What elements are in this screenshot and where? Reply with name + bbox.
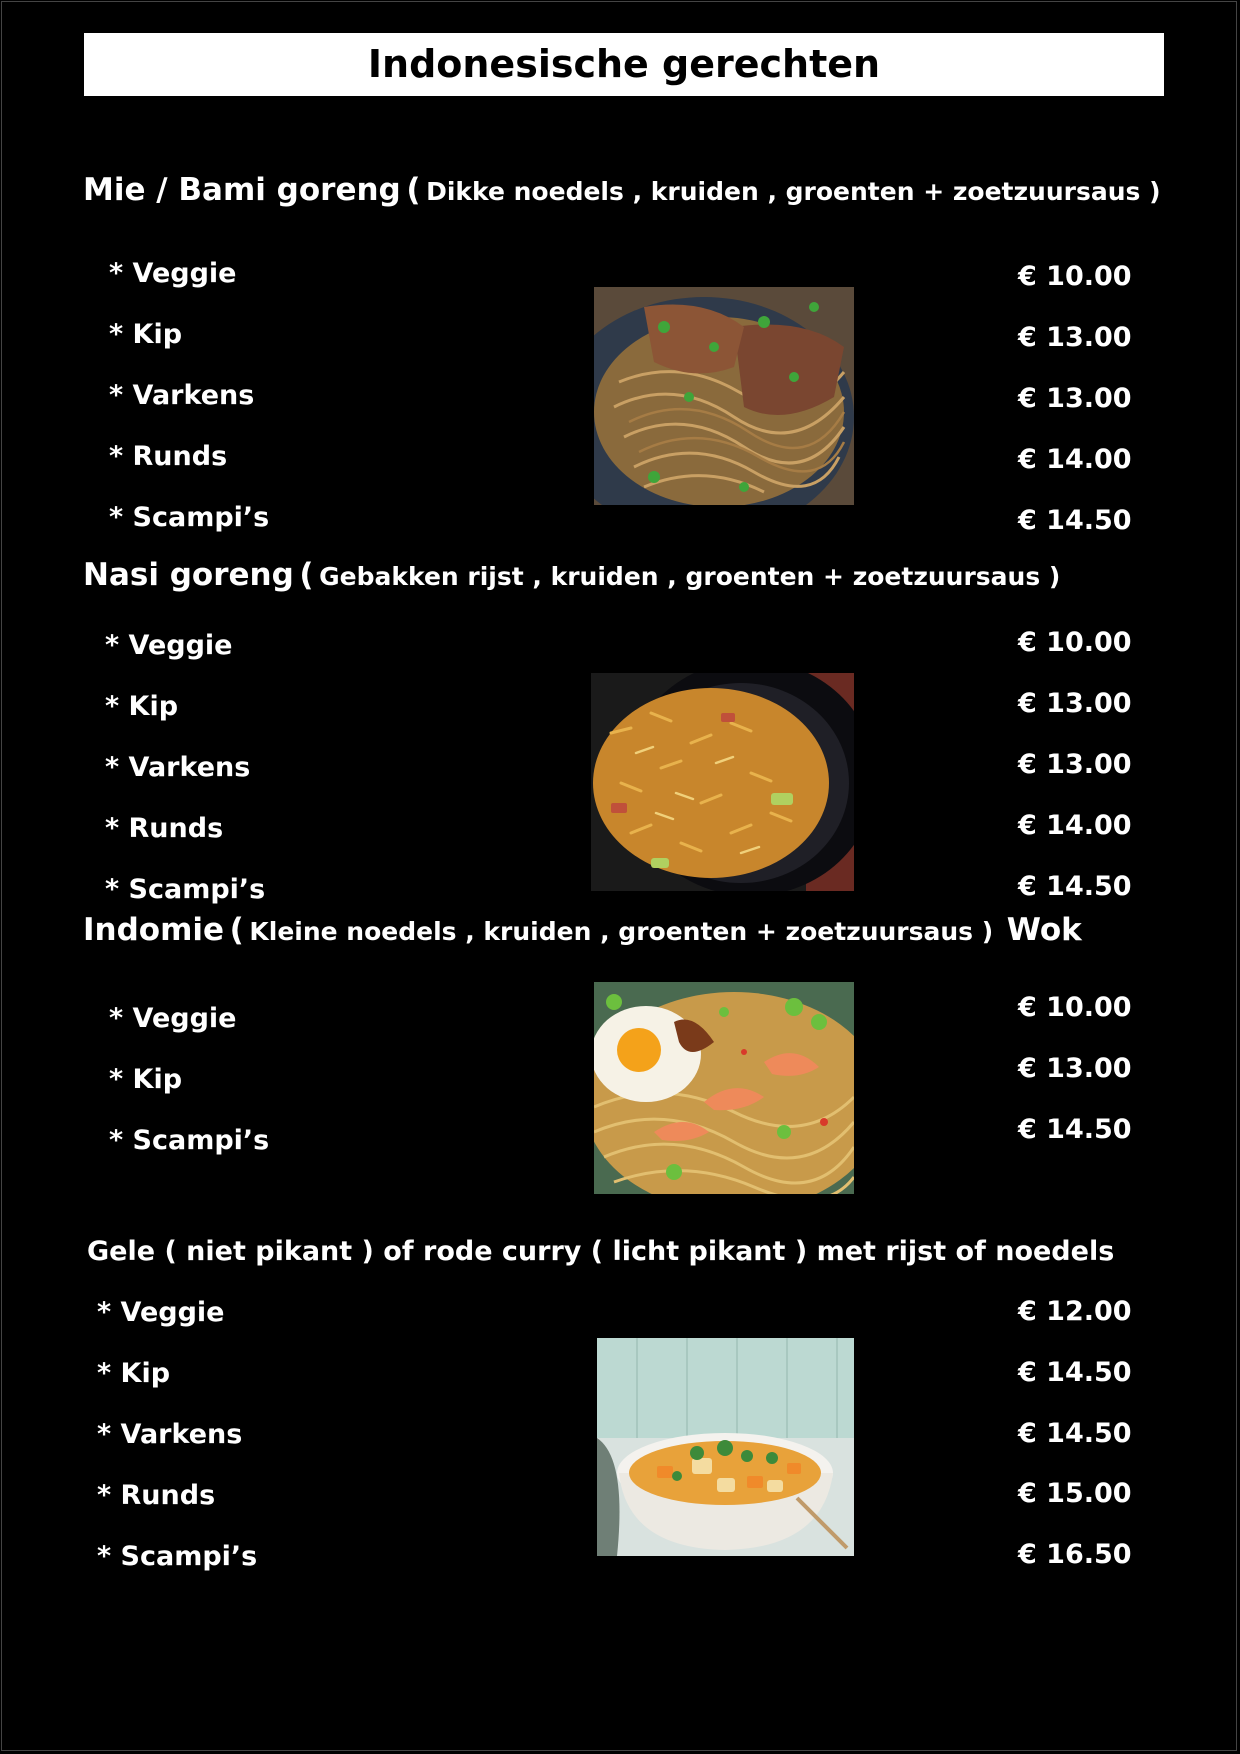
menu-item-price: € 14.50 bbox=[1018, 505, 1132, 536]
section-open-paren: ( bbox=[299, 557, 314, 593]
menu-item-label: * Veggie bbox=[109, 1003, 237, 1034]
menu-item-price: € 13.00 bbox=[1018, 688, 1132, 719]
section-heading-nasi-goreng bbox=[83, 557, 1060, 593]
nasi-goreng-photo bbox=[591, 673, 854, 891]
menu-item-label: * Kip bbox=[109, 319, 183, 350]
menu-item-price: € 13.00 bbox=[1018, 1053, 1132, 1084]
menu-item-price: € 14.50 bbox=[1018, 871, 1132, 902]
menu-item-label: * Scampi’s bbox=[97, 1541, 258, 1572]
section-name: Mie / Bami goreng bbox=[83, 172, 401, 208]
menu-item-price: € 14.00 bbox=[1018, 444, 1132, 475]
menu-item-label: * Runds bbox=[97, 1480, 216, 1511]
section-description: Kleine noedels , kruiden , groenten + zoetzuursaus ) bbox=[249, 917, 994, 946]
menu-item-price: € 13.00 bbox=[1018, 383, 1132, 414]
menu-item-price: € 13.00 bbox=[1018, 749, 1132, 780]
menu-item-label: * Runds bbox=[105, 813, 224, 844]
menu-item-price: € 12.00 bbox=[1018, 1296, 1132, 1327]
section-suffix: Wok bbox=[1006, 912, 1082, 948]
section-heading-curry bbox=[87, 1236, 1114, 1267]
menu-item-price: € 13.00 bbox=[1018, 322, 1132, 353]
menu-item-price: € 14.50 bbox=[1018, 1418, 1132, 1449]
menu-item-price: € 14.50 bbox=[1018, 1114, 1132, 1145]
menu-item-price: € 16.50 bbox=[1018, 1539, 1132, 1570]
section-description: Gebakken rijst , kruiden , groenten + zoetzuursaus ) bbox=[319, 562, 1061, 591]
section-open-paren: ( bbox=[406, 172, 421, 208]
section-heading-mie-bami bbox=[83, 172, 1161, 208]
menu-item-label: * Varkens bbox=[97, 1419, 243, 1450]
menu-item-label: * Scampi’s bbox=[105, 874, 266, 905]
section-name: Nasi goreng bbox=[83, 557, 294, 593]
menu-item-label: * Kip bbox=[105, 691, 179, 722]
menu-item-price: € 10.00 bbox=[1018, 992, 1132, 1023]
indomie-photo bbox=[594, 982, 854, 1194]
menu-item-label: * Runds bbox=[109, 441, 228, 472]
menu-item-label: * Veggie bbox=[97, 1297, 225, 1328]
menu-item-label: * Varkens bbox=[105, 752, 251, 783]
menu-item-price: € 10.00 bbox=[1018, 261, 1132, 292]
page-title: Indonesische gerechten bbox=[84, 33, 1164, 96]
section-name: Gele ( niet pikant ) of rode curry ( licht pikant ) met rijst of noedels bbox=[87, 1236, 1115, 1267]
menu-item-label: * Varkens bbox=[109, 380, 255, 411]
section-name: Indomie bbox=[83, 912, 225, 948]
menu-item-price: € 14.50 bbox=[1018, 1357, 1132, 1388]
section-open-paren: ( bbox=[229, 912, 244, 948]
menu-item-label: * Kip bbox=[97, 1358, 171, 1389]
menu-item-label: * Veggie bbox=[105, 630, 233, 661]
menu-item-label: * Kip bbox=[109, 1064, 183, 1095]
menu-item-price: € 15.00 bbox=[1018, 1478, 1132, 1509]
menu-item-label: * Scampi’s bbox=[109, 502, 270, 533]
section-description: Dikke noedels , kruiden , groenten + zoetzuursaus ) bbox=[426, 177, 1161, 206]
menu-item-price: € 14.00 bbox=[1018, 810, 1132, 841]
menu-item-label: * Veggie bbox=[109, 258, 237, 289]
menu-item-price: € 10.00 bbox=[1018, 627, 1132, 658]
curry-photo bbox=[597, 1338, 854, 1556]
menu-item-label: * Scampi’s bbox=[109, 1125, 270, 1156]
section-heading-indomie bbox=[83, 912, 1082, 948]
bami-goreng-photo bbox=[594, 287, 854, 505]
